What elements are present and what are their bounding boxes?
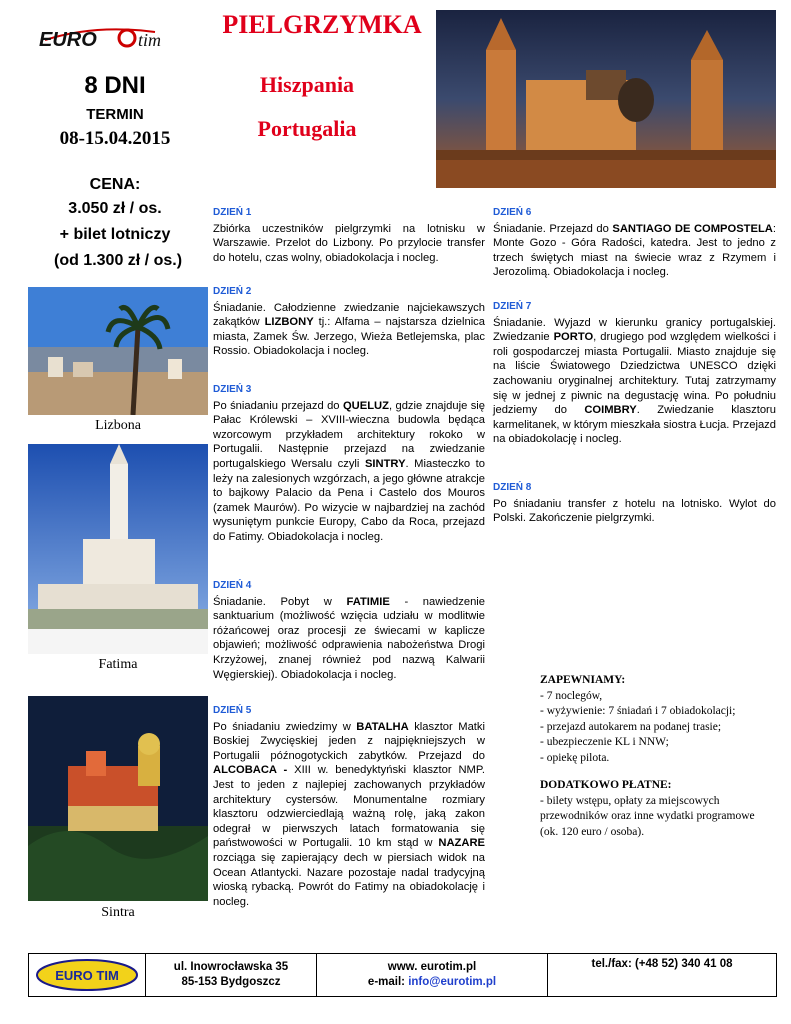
day-2	[213, 285, 485, 359]
svg-text:EURO: EURO	[39, 29, 97, 51]
fatima-caption: Fatima	[98, 657, 138, 672]
address-line-2: 85-153 Bydgoszcz	[181, 976, 281, 988]
website-link[interactable]: www. eurotim.pl	[387, 961, 477, 973]
eurotim-logo	[35, 22, 185, 52]
extra-title: DODATKOWO PŁATNE:	[540, 779, 672, 791]
day-4-text: Śniadanie. Pobyt w	[213, 595, 347, 608]
day-5-text-cont: klasztor Matki Boskiej Zwycięskiej jeden z najpiękniejszych w Portugalii późnogotyckich zabytków. Przejazd do	[213, 720, 485, 762]
extra-text: - bilety wstępu, opłaty za miejscowych przewodników oraz inne wydatki programowe (ok. 120 euro / osoba).	[540, 794, 755, 838]
santiago-cathedral-photo	[436, 10, 776, 188]
day-8-label: DZIEŃ 8	[493, 482, 532, 493]
footer-phone	[547, 954, 776, 996]
day-2-text: Śniadanie. Całodzienne zwiedzanie najciekawszych zakątków	[213, 301, 485, 329]
footer-logo	[33, 957, 141, 993]
day-7-place-porto: PORTO	[553, 331, 594, 344]
day-5-place-alcobaca: ALCOBACA -	[213, 764, 295, 777]
day-1	[213, 206, 485, 265]
includes-item: - 7 noclegów,	[540, 689, 603, 702]
day-7-text-end: . Zwiedzanie klasztoru karmelitanek, w którym mieszkała siostra Łucja. Przejazd na obiadokolację i nocleg.	[493, 404, 776, 446]
extra-box	[540, 778, 760, 840]
includes-item: - przejazd autokarem na podanej trasie;	[540, 720, 722, 733]
price: 3.050 zł / os.	[68, 200, 162, 217]
day-3-text-end: . Miasteczko to leży na zalesionych wzgórzach, a jego główne atrakcje to bajkowy Palacio da Pena i Castelo dos Mouros (zamek Maurów). Po wizycie w najbardziej na zachód wysuniętym punkcie Europy, Cabo da Roca, przejazd do Fatimy. Obiadokolacja i nocleg.	[213, 457, 485, 543]
term-label: TERMIN	[86, 106, 144, 123]
price-extra: + bilet lotniczy	[59, 226, 171, 243]
sintra-photo	[28, 696, 208, 901]
day-5-text-end: rozciąga się zapierający dech w piersiach widok na Ocean Atlantycki. Nazare pozostaje nadal tradycyjną wioską rybacką. Powrót do Fatimy na obiadokolację i nocleg.	[213, 851, 485, 908]
includes-title: ZAPEWNIAMY:	[540, 674, 626, 686]
fatima-photo	[28, 444, 208, 654]
email-label: e-mail:	[367, 976, 409, 988]
footer-address	[145, 954, 316, 996]
day-2-label: DZIEŃ 2	[213, 286, 252, 297]
day-7-label: DZIEŃ 7	[493, 301, 532, 312]
day-6-label: DZIEŃ 6	[493, 207, 532, 218]
price-note: (od 1.300 zł / os.)	[53, 252, 183, 269]
day-5	[213, 704, 485, 909]
includes-item: - ubezpieczenie KL i NNW;	[540, 736, 669, 748]
address-line-1: ul. Inowrocławska 35	[173, 961, 289, 973]
day-7-place-coimbra: COIMBRY	[584, 404, 637, 417]
includes-item: - wyżywienie: 7 śniadań i 7 obiadokolacji;	[540, 705, 736, 717]
day-3-text: Po śniadaniu przejazd do	[213, 399, 343, 412]
day-3-place-queluz: QUELUZ	[342, 399, 389, 412]
day-8	[493, 481, 776, 526]
day-4-label: DZIEŃ 4	[213, 580, 252, 591]
svg-text:tim: tim	[138, 30, 162, 50]
day-5-label: DZIEŃ 5	[213, 705, 252, 716]
day-3-label: DZIEŃ 3	[213, 384, 252, 395]
phone-text: tel./fax: (+48 52) 340 41 08	[591, 958, 733, 970]
page-title: PIELGRZYMKA	[222, 10, 422, 39]
day-3-place-sintra: SINTRY	[364, 457, 406, 470]
day-5-place-batalha: BATALHA	[356, 720, 409, 733]
footer-logo-text: EURO TIM	[55, 968, 119, 983]
duration: 8 DNI	[84, 72, 146, 99]
footer-web	[316, 954, 547, 996]
day-4-text-cont: - nawiedzenie sanktuarium (możliwość wzięcia udziału w modlitwie różańcowej oraz procesji ze świecami w kaplicze objawień; możliwość odprawienia nabożeństwa Drogi Krzyżowej, znanej również pod nazwą Kalwarii Węgierskiej). Obiadokolacja i nocleg.	[213, 595, 486, 681]
destination-portugal: Portugalia	[257, 116, 357, 141]
day-8-text: Po śniadaniu transfer z hotelu na lotnisko. Wylot do Polski. Zakończenie pielgrzymki.	[493, 497, 776, 525]
day-7	[493, 300, 776, 447]
day-3	[213, 383, 485, 545]
day-2-place: LIZBONY	[264, 316, 314, 329]
day-3-text-cont: , gdzie znajduje się Pałac Królewski – XVIII-wieczna budowla będąca wzorcowym przykładem architektury rokoko w Portugalii. Następnie przejazd na zwiedzanie portugalskiego Wersalu czyli	[213, 399, 486, 470]
day-6	[493, 206, 776, 280]
day-1-label: DZIEŃ 1	[213, 207, 252, 218]
email-line	[317, 975, 547, 990]
email-link[interactable]: info@eurotim.pl	[408, 976, 497, 988]
day-6-place: SANTIAGO DE COMPOSTELA	[612, 222, 773, 235]
includes-box	[540, 673, 776, 766]
destination-spain: Hiszpania	[259, 72, 355, 97]
price-label: CENA:	[89, 176, 141, 193]
day-6-text-cont: : Monte Gozo - Góra Radości, katedra. Jest to jedno z trzech świętych miast na świecie wraz z Rzymem i Jerozolimą. Obiadokolacja i nocleg.	[493, 222, 776, 279]
day-5-place-nazare: NAZARE	[438, 837, 485, 850]
lisbon-photo	[28, 287, 208, 415]
includes-item: - opiekę pilota.	[540, 751, 610, 764]
footer	[28, 953, 777, 997]
sintra-caption: Sintra	[101, 905, 135, 920]
day-5-text-mid: XIII w. benedyktyński klasztor NMP. Jest to jeden z najlepiej zachowanych przykładów architektury cystersów. Monumentalne rozmiary klasztoru odzwierciedlają ważną rolę, jaką zakon odegrał w pierwszych latach formatowania się państwowości w Portugalii. 10 km stąd w	[213, 764, 485, 850]
day-2-text-cont: tj.: Alfama – najstarsza dzielnica miasta, Zamek Św. Jerzego, Wieża Betlejemska, plac Rossio. Obiadokolacja i nocleg.	[213, 316, 486, 358]
lisbon-caption: Lizbona	[95, 418, 141, 433]
day-7-text-cont: , drugiego pod względem wielkości i roli gospodarczej miasta Portugalii. Miasto znajduje się na liście Światowego Dziedzictwa UNESCO dzięki zachowaniu oryginalnej architektury. Tutaj zatrzymamy się w jednej z piwnic na degustację wina. Po południu jedziemy do	[493, 331, 776, 417]
day-5-text: Po śniadaniu zwiedzimy w	[213, 720, 357, 733]
term-dates: 08-15.04.2015	[59, 128, 171, 149]
day-4	[213, 579, 485, 682]
day-7-text: Śniadanie. Wyjazd w kierunku granicy portugalskiej. Zwiedzanie	[493, 316, 776, 344]
day-1-text: Zbiórka uczestników pielgrzymki na lotnisku w Warszawie. Przelot do Lizbony. Po przylocie transfer do hotelu, czas wolny, obiadokolacja i nocleg.	[213, 222, 485, 264]
day-4-place: FATIMIE	[346, 595, 390, 608]
day-6-text: Śniadanie. Przejazd do	[493, 222, 613, 235]
